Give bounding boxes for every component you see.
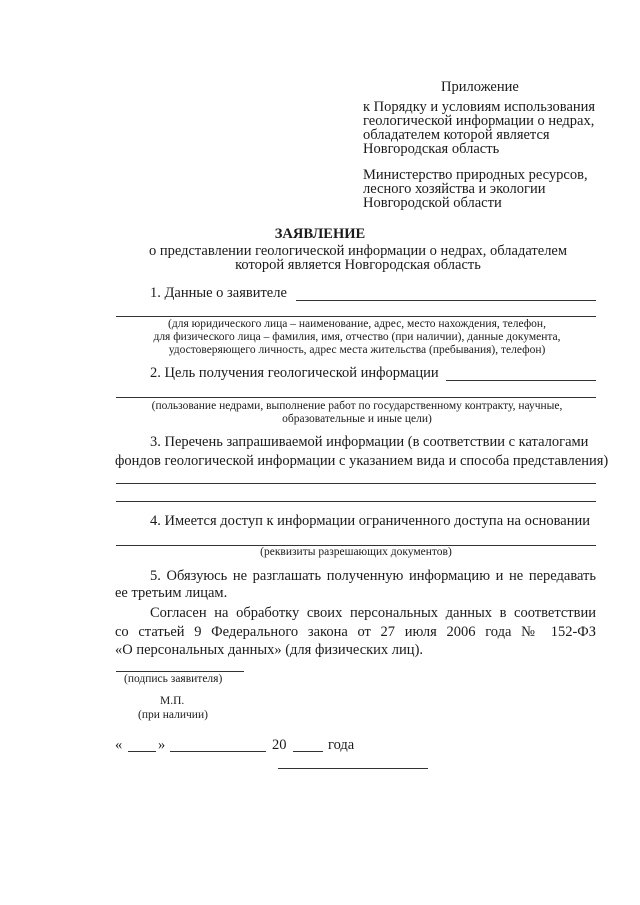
date-month-field[interactable] xyxy=(170,751,266,752)
date-open-quote: « xyxy=(115,737,123,753)
section-2-hint-line: (пользование недрами, выполнение работ по государственному контракту, научные, xyxy=(151,400,563,412)
recipient-line: Новгородской области xyxy=(363,195,502,211)
recipient-line: лесного хозяйства и экологии xyxy=(363,181,546,197)
bottom-signature-field[interactable] xyxy=(278,768,428,769)
appendix-line: геологической информации о недрах, xyxy=(363,113,595,129)
stamp-label: М.П. xyxy=(160,695,185,707)
date-day-field[interactable] xyxy=(128,751,156,752)
section-3-line: 3. Перечень запрашиваемой информации (в соответствии с каталогами xyxy=(150,434,589,450)
date-year-field[interactable] xyxy=(293,751,323,752)
consent-line: Согласен на обработку своих персональных данных в соответствии xyxy=(150,605,596,621)
signature-caption: (подпись заявителя) xyxy=(124,673,223,685)
applicant-data-field[interactable] xyxy=(296,300,596,301)
appendix-line: к Порядку и условиям использования xyxy=(363,99,596,115)
consent-line: «О персональных данных» (для физических лиц). xyxy=(115,642,424,658)
section-4-label: 4. Имеется доступ к информации ограниченного доступа на основании xyxy=(150,513,590,529)
appendix-line: Новгородская область xyxy=(363,141,500,157)
date-year-prefix: 20 xyxy=(272,737,287,753)
date-year-suffix: года xyxy=(328,737,355,753)
document-title: ЗАЯВЛЕНИЕ xyxy=(274,226,366,242)
section-5-line: 5. Обязуюсь не разглашать полученную информацию и не передавать xyxy=(150,568,596,584)
recipient-line: Министерство природных ресурсов, xyxy=(363,167,588,183)
section-3-line: фондов геологической информации с указанием вида и способа представления) xyxy=(115,453,609,469)
section-2-label: 2. Цель получения геологической информации xyxy=(150,365,439,381)
section-1-label: 1. Данные о заявителе xyxy=(150,285,287,301)
requested-info-field-2[interactable] xyxy=(116,501,596,502)
stamp-note: (при наличии) xyxy=(138,709,208,721)
purpose-field-2[interactable] xyxy=(116,397,596,398)
section-1-hint-line: удостоверяющего личность, адрес места жительства (пребывания), телефон) xyxy=(168,344,546,356)
section-4-hint: (реквизиты разрешающих документов) xyxy=(260,546,452,558)
date-close-quote: » xyxy=(158,737,166,753)
requested-info-field-1[interactable] xyxy=(116,483,596,484)
subtitle-line: о представлении геологической информации о недрах, обладателем xyxy=(148,243,568,259)
purpose-field[interactable] xyxy=(446,380,596,381)
appendix-line: обладателем которой является xyxy=(363,127,550,143)
appendix-title: Приложение xyxy=(441,79,519,95)
consent-line: со статьей 9 Федерального закона от 27 июля 2006 года № 152-ФЗ xyxy=(115,624,596,640)
section-1-hint-line: (для юридического лица – наименование, адрес, место нахождения, телефон, xyxy=(168,318,546,330)
section-5-line: ее третьим лицам. xyxy=(115,585,228,601)
section-1-hint-line: для физического лица – фамилия, имя, отчество (при наличии), данные документа, xyxy=(153,331,561,343)
subtitle-line: которой является Новгородская область xyxy=(235,257,481,273)
section-2-hint-line: образовательные и иные цели) xyxy=(282,413,432,425)
